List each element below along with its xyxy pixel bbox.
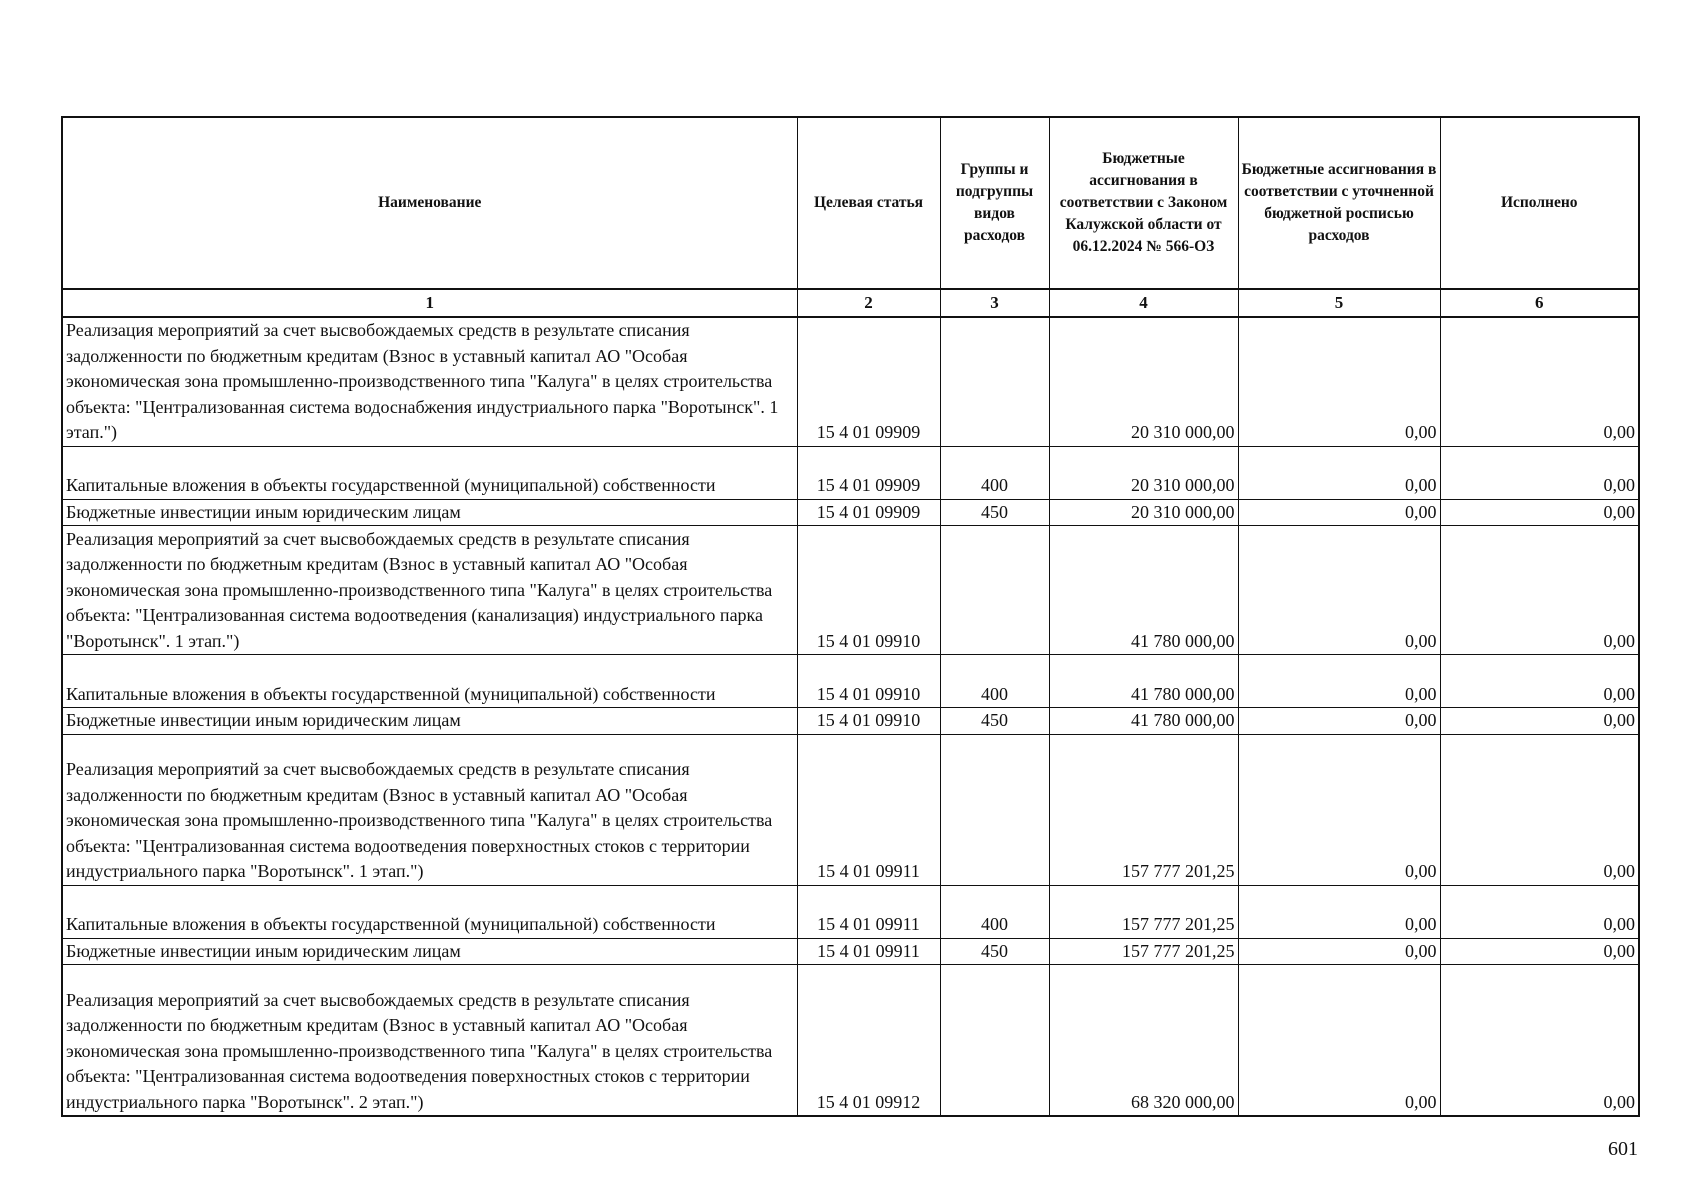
row-target-article: 15 4 01 09911 <box>797 734 940 885</box>
row-executed-amount: 0,00 <box>1440 885 1639 938</box>
row-executed-amount: 0,00 <box>1440 446 1639 499</box>
column-number-row <box>62 289 1639 317</box>
row-target-article: 15 4 01 09910 <box>797 708 940 735</box>
row-expense-group <box>940 734 1049 885</box>
row-refined-amount: 0,00 <box>1238 655 1440 708</box>
row-law-amount: 157 777 201,25 <box>1049 938 1238 965</box>
row-expense-group: 400 <box>940 446 1049 499</box>
row-law-amount: 20 310 000,00 <box>1049 446 1238 499</box>
row-expense-group <box>940 965 1049 1117</box>
table-row <box>62 446 1639 499</box>
row-target-article: 15 4 01 09910 <box>797 526 940 655</box>
row-executed-amount: 0,00 <box>1440 734 1639 885</box>
row-expense-group: 450 <box>940 499 1049 526</box>
column-number: 3 <box>940 289 1049 317</box>
row-name: Капитальные вложения в объекты государственной (муниципальной) собственности <box>62 446 797 499</box>
row-expense-group <box>940 526 1049 655</box>
table-row <box>62 499 1639 526</box>
column-number: 1 <box>62 289 797 317</box>
column-number: 4 <box>1049 289 1238 317</box>
row-executed-amount: 0,00 <box>1440 526 1639 655</box>
row-expense-group: 450 <box>940 708 1049 735</box>
row-law-amount: 41 780 000,00 <box>1049 526 1238 655</box>
row-target-article: 15 4 01 09912 <box>797 965 940 1117</box>
row-name: Реализация мероприятий за счет высвобождаемых средств в результате списания задолженности по бюджетным кредитам (Взнос в уставный капитал АО "Особая экономическая зона промышленно-производственного типа "Калуга" в целях строительства объекта: "Централизованная система водоотведения (канализация) индустриального парка "Воротынск". 1 этап.") <box>62 526 797 655</box>
table-row <box>62 734 1639 885</box>
header-expense-groups: Группы и подгруппы видов расходов <box>940 117 1049 289</box>
row-law-amount: 20 310 000,00 <box>1049 317 1238 447</box>
table-row <box>62 708 1639 735</box>
column-number: 5 <box>1238 289 1440 317</box>
row-law-amount: 41 780 000,00 <box>1049 708 1238 735</box>
header-target-article: Целевая статья <box>797 117 940 289</box>
row-law-amount: 157 777 201,25 <box>1049 885 1238 938</box>
column-number: 6 <box>1440 289 1639 317</box>
header-row <box>62 117 1639 289</box>
row-law-amount: 157 777 201,25 <box>1049 734 1238 885</box>
row-expense-group <box>940 317 1049 447</box>
row-target-article: 15 4 01 09909 <box>797 499 940 526</box>
row-law-amount: 41 780 000,00 <box>1049 655 1238 708</box>
column-number: 2 <box>797 289 940 317</box>
header-executed: Исполнено <box>1440 117 1639 289</box>
table-row <box>62 965 1639 1117</box>
row-executed-amount: 0,00 <box>1440 965 1639 1117</box>
row-refined-amount: 0,00 <box>1238 734 1440 885</box>
row-name: Реализация мероприятий за счет высвобождаемых средств в результате списания задолженности по бюджетным кредитам (Взнос в уставный капитал АО "Особая экономическая зона промышленно-производственного типа "Калуга" в целях строительства объекта: "Централизованная система водоотведения поверхностных стоков с территории индустриального парка "Воротынск". 1 этап.") <box>62 734 797 885</box>
table-row <box>62 526 1639 655</box>
row-executed-amount: 0,00 <box>1440 938 1639 965</box>
row-executed-amount: 0,00 <box>1440 655 1639 708</box>
row-target-article: 15 4 01 09909 <box>797 317 940 447</box>
header-law-allocations: Бюджетные ассигнования в соответствии с Законом Калужской области от 06.12.2024 № 566-ОЗ <box>1049 117 1238 289</box>
row-name: Бюджетные инвестиции иным юридическим лицам <box>62 499 797 526</box>
row-executed-amount: 0,00 <box>1440 499 1639 526</box>
row-refined-amount: 0,00 <box>1238 938 1440 965</box>
row-target-article: 15 4 01 09911 <box>797 938 940 965</box>
row-executed-amount: 0,00 <box>1440 708 1639 735</box>
table-row <box>62 317 1639 447</box>
row-law-amount: 20 310 000,00 <box>1049 499 1238 526</box>
row-name: Капитальные вложения в объекты государственной (муниципальной) собственности <box>62 885 797 938</box>
table-row <box>62 885 1639 938</box>
table-row <box>62 655 1639 708</box>
table-row <box>62 938 1639 965</box>
row-expense-group: 400 <box>940 885 1049 938</box>
row-expense-group: 450 <box>940 938 1049 965</box>
header-name: Наименование <box>62 117 797 289</box>
row-target-article: 15 4 01 09909 <box>797 446 940 499</box>
row-name: Реализация мероприятий за счет высвобождаемых средств в результате списания задолженности по бюджетным кредитам (Взнос в уставный капитал АО "Особая экономическая зона промышленно-производственного типа "Калуга" в целях строительства объекта: "Централизованная система водоснабжения индустриального парка "Воротынск". 1 этап.") <box>62 317 797 447</box>
row-name: Бюджетные инвестиции иным юридическим лицам <box>62 708 797 735</box>
row-target-article: 15 4 01 09910 <box>797 655 940 708</box>
row-name: Бюджетные инвестиции иным юридическим лицам <box>62 938 797 965</box>
budget-table <box>61 116 1640 1117</box>
row-refined-amount: 0,00 <box>1238 526 1440 655</box>
row-expense-group: 400 <box>940 655 1049 708</box>
row-refined-amount: 0,00 <box>1238 965 1440 1117</box>
row-refined-amount: 0,00 <box>1238 446 1440 499</box>
row-target-article: 15 4 01 09911 <box>797 885 940 938</box>
row-executed-amount: 0,00 <box>1440 317 1639 447</box>
page-number: 601 <box>1608 1138 1638 1160</box>
row-refined-amount: 0,00 <box>1238 499 1440 526</box>
row-refined-amount: 0,00 <box>1238 885 1440 938</box>
row-refined-amount: 0,00 <box>1238 708 1440 735</box>
row-name: Капитальные вложения в объекты государственной (муниципальной) собственности <box>62 655 797 708</box>
row-law-amount: 68 320 000,00 <box>1049 965 1238 1117</box>
row-name: Реализация мероприятий за счет высвобождаемых средств в результате списания задолженности по бюджетным кредитам (Взнос в уставный капитал АО "Особая экономическая зона промышленно-производственного типа "Калуга" в целях строительства объекта: "Централизованная система водоотведения поверхностных стоков с территории индустриального парка "Воротынск". 2 этап.") <box>62 965 797 1117</box>
header-refined-allocations: Бюджетные ассигнования в соответствии с уточненной бюджетной росписью расходов <box>1238 117 1440 289</box>
row-refined-amount: 0,00 <box>1238 317 1440 447</box>
